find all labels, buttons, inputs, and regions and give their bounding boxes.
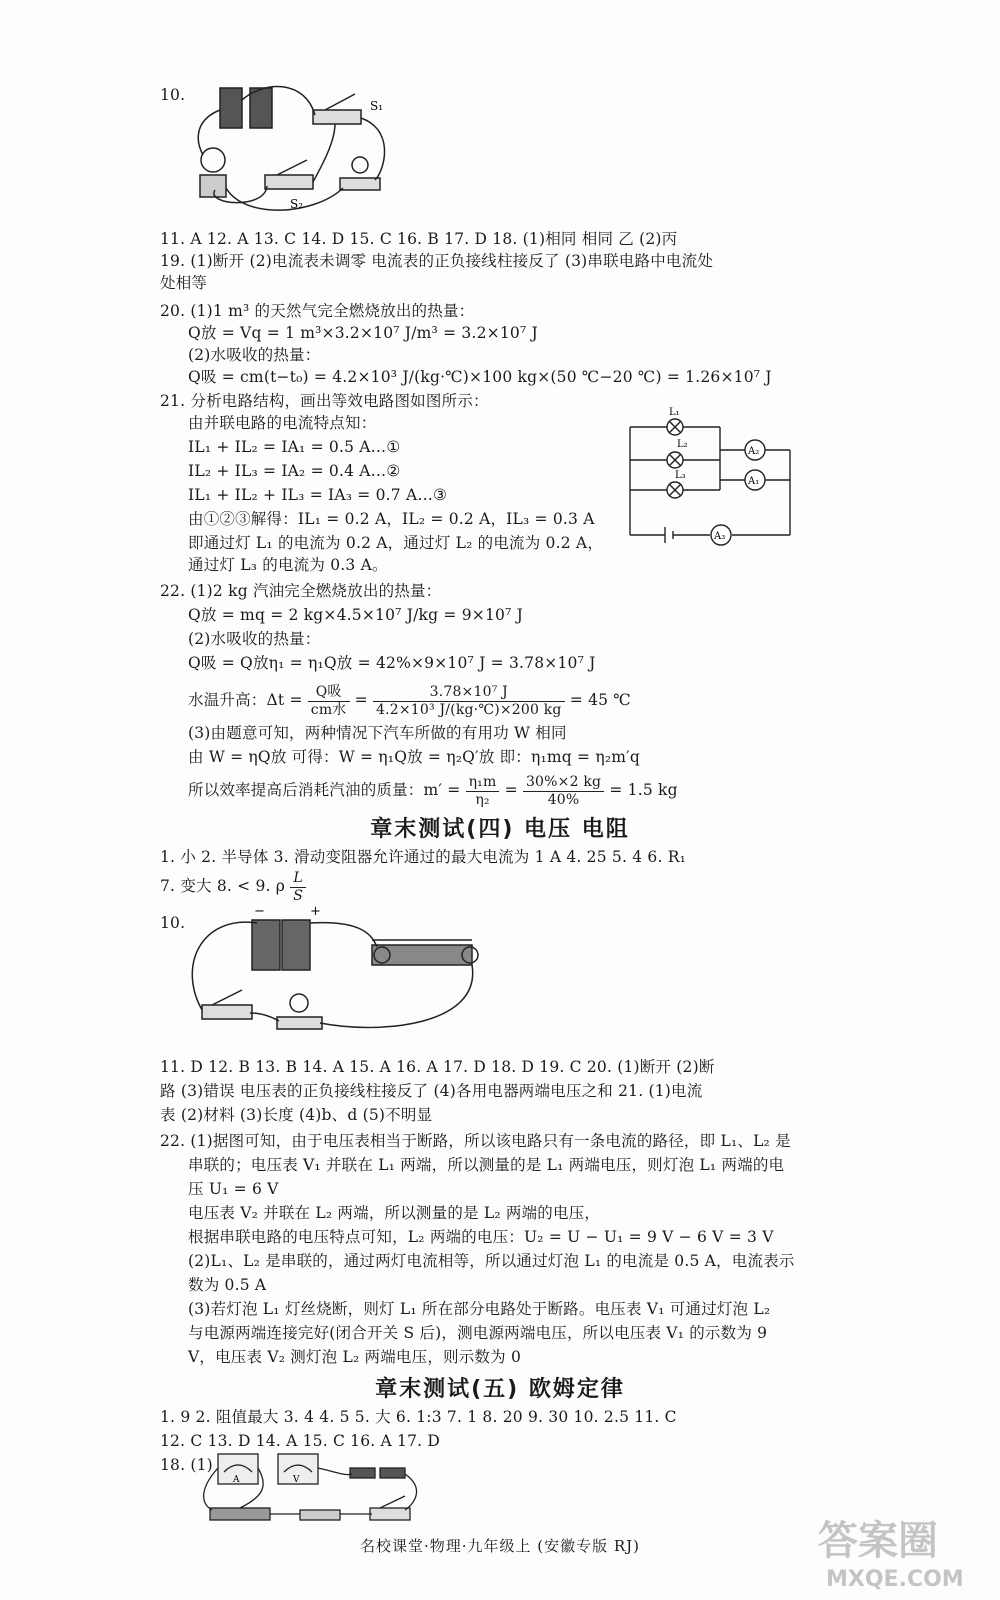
answer-line: (3)若灯泡 L₁ 灯丝烧断，则灯 L₁ 所在部分电路处于断路。电压表 V₁ 可通过灯泡 L₂ <box>188 1300 771 1318</box>
section-heading: 章末测试(四) 电压 电阻 <box>370 817 630 842</box>
answer-line: 与电源两端连接完好(闭合开关 S 后)，测电源两端电压，所以电压表 V₁ 的示数为 9 <box>188 1324 768 1342</box>
a3-label: A₃ <box>714 531 726 542</box>
answer-line: 串联的；电压表 V₁ 并联在 L₁ 两端，所以测量的是 L₁ 两端电压，则灯泡 L₁ 两端的电 <box>188 1156 785 1174</box>
a1-label: A₁ <box>748 476 760 487</box>
answer-line: 11. A 12. A 13. C 14. D 15. C 16. B 17. D 18. (1)相同 相同 乙 (2)丙 <box>160 230 678 248</box>
s2-label: S₂ <box>290 197 304 211</box>
fraction: $\frac{\text{η₁m}}{\text{η₂}}$ <box>466 774 500 809</box>
ammeter-label: A <box>233 1475 240 1485</box>
fraction: $\frac{\text{3.78×10⁷ J}}{\text{4.2×10³ J/(kg·℃)×200 kg}}$ <box>373 684 565 719</box>
l2-label: L₂ <box>677 439 688 450</box>
answer-line: 11. D 12. B 13. B 14. A 15. A 16. A 17. D 18. D 19. C 20. (1)断开 (2)断 <box>160 1058 715 1076</box>
answer-line: 由并联电路的电流特点知： <box>188 414 377 432</box>
answer-line: 21. 分析电路结构，画出等效电路图如图所示： <box>160 392 489 410</box>
fraction: $\frac{L}{S}$ <box>290 870 306 905</box>
answer-line: 数为 0.5 A <box>188 1276 267 1294</box>
answer-line: IL₁ + IL₂ + IL₃ = IA₃ = 0.7 A…③ <box>188 486 448 504</box>
answer-line: 1. 9 2. 阻值最大 3. 4 4. 5 5. 大 6. 1:3 7. 1 8. 20 9. 30 10. 2.5 11. C <box>160 1408 677 1426</box>
a2-label: A₂ <box>748 446 760 457</box>
formula-line: 所以效率提高后消耗汽油的质量：m′ = $\frac{\text{η₁m}}{\text{η₂}}$ = $\frac{30\%\times 2 kg}{40\%}$ = 1.5 kg <box>188 773 678 808</box>
q10-label: 10. <box>160 86 186 104</box>
answer-line: (3)由题意可知，两种情况下汽车所做的有用功 W 相同 <box>188 724 567 742</box>
circuit-figure-s5-q18 <box>200 1448 430 1530</box>
answer-line: Q放 = mq = 2 kg×4.5×10⁷ J/kg = 9×10⁷ J <box>188 606 524 624</box>
voltmeter-label: V <box>293 1475 300 1485</box>
answer-line: IL₂ + IL₃ = IA₂ = 0.4 A…② <box>188 462 401 480</box>
circuit-figure-s4-q10 <box>182 905 502 1045</box>
answer-line: 表 (2)材料 (3)长度 (4)b、d (5)不明显 <box>160 1106 433 1124</box>
answer-line: 路 (3)错误 电压表的正负接线柱接反了 (4)各用电器两端电压之和 21. (1)电流 <box>160 1082 703 1100</box>
answer-line: 12. C 13. D 14. A 15. C 16. A 17. D <box>160 1432 441 1450</box>
answer-line: 压 U₁ = 6 V <box>188 1180 279 1198</box>
answer-line: 20. (1)1 m³ 的天然气完全燃烧放出的热量： <box>160 302 475 320</box>
minus-label: − <box>254 905 265 919</box>
answer-line: 1. 小 2. 半导体 3. 滑动变阻器允许通过的最大电流为 1 A 4. 25 5. 4 6. R₁ <box>160 848 687 866</box>
answer-line: 22. (1)据图可知，由于电压表相当于断路，所以该电路只有一条电流的路径，即 L₁、L₂ 是 <box>160 1132 791 1150</box>
watermark-logo <box>808 1502 978 1594</box>
answer-line: IL₁ + IL₂ = IA₁ = 0.5 A…① <box>188 438 401 456</box>
answer-line: 即通过灯 L₁ 的电流为 0.2 A，通过灯 L₂ 的电流为 0.2 A， <box>188 534 604 552</box>
page-footer: 名校课堂·物理·九年级上 (安徽专版 RJ) <box>359 1537 641 1555</box>
formula-line: 水温升高：Δt = $\frac{\text{Q吸}}{\text{cm水}}$ = $\frac{\text{3.78×10⁷ J}}{\text{4.2×10³ J/(kg·℃)×200 kg}}$ = 45 ℃ <box>188 683 631 718</box>
answer-line: (2)水吸收的热量： <box>188 630 321 648</box>
answer-line: 通过灯 L₃ 的电流为 0.3 A。 <box>188 556 388 574</box>
circuit-figure-q10 <box>185 80 405 220</box>
answer-line: 由 W = ηQ放 可得：W = η₁Q放 = η₂Q′放 即：η₁mq = η₂m′q <box>188 748 640 766</box>
answer-line: 22. (1)2 kg 汽油完全燃烧放出的热量： <box>160 582 442 600</box>
fraction: $\frac{\text{Q吸}}{\text{cm水}}$ <box>308 684 350 719</box>
l1-label: L₁ <box>669 407 680 418</box>
answer-line: 处相等 <box>160 274 208 292</box>
plus-label: + <box>310 905 321 919</box>
fraction: $\frac{30\%\times 2 kg}{40\%}$ <box>523 774 604 809</box>
answer-line: Q放 = Vq = 1 m³×3.2×10⁷ J/m³ = 3.2×10⁷ J <box>188 324 538 342</box>
answer-line: 19. (1)断开 (2)电流表未调零 电流表的正负接线柱接反了 (3)串联电路中电流处 <box>160 252 714 270</box>
answer-line: (2)水吸收的热量： <box>188 346 321 364</box>
watermark-text: 答案圈 <box>818 1518 938 1564</box>
equivalent-circuit-q21 <box>625 405 800 555</box>
watermark-url: MXQE.COM <box>826 1567 964 1592</box>
answer-line: 根据串联电路的电压特点可知，L₂ 两端的电压：U₂ = U − U₁ = 9 V − 6 V = 3 V <box>188 1228 774 1246</box>
s1-label: S₁ <box>370 99 384 113</box>
answer-line: Q吸 = Q放η₁ = η₁Q放 = 42%×9×10⁷ J = 3.78×10⁷ J <box>188 654 596 672</box>
answer-line: V，电压表 V₂ 测灯泡 L₂ 两端电压，则示数为 0 <box>188 1348 522 1366</box>
answer-line: 电压表 V₂ 并联在 L₂ 两端，所以测量的是 L₂ 两端的电压， <box>188 1204 601 1222</box>
l3-label: L₃ <box>675 470 686 481</box>
formula-line: 7. 变大 8. < 9. ρ $\frac{L}{S}$ <box>160 866 306 906</box>
section-heading: 章末测试(五) 欧姆定律 <box>375 1377 625 1402</box>
answer-line: 由①②③解得：IL₁ = 0.2 A，IL₂ = 0.2 A，IL₃ = 0.3 A <box>188 510 595 528</box>
answer-line: (2)L₁、L₂ 是串联的，通过两灯电流相等，所以通过灯泡 L₁ 的电流是 0.5 A，电流表示 <box>188 1252 795 1270</box>
answer-line: 18. (1) <box>160 1456 213 1474</box>
answer-line: Q吸 = cm(t−t₀) = 4.2×10³ J/(kg·℃)×100 kg×(50 ℃−20 ℃) = 1.26×10⁷ J <box>188 368 772 386</box>
q10-label: 10. <box>160 914 186 932</box>
